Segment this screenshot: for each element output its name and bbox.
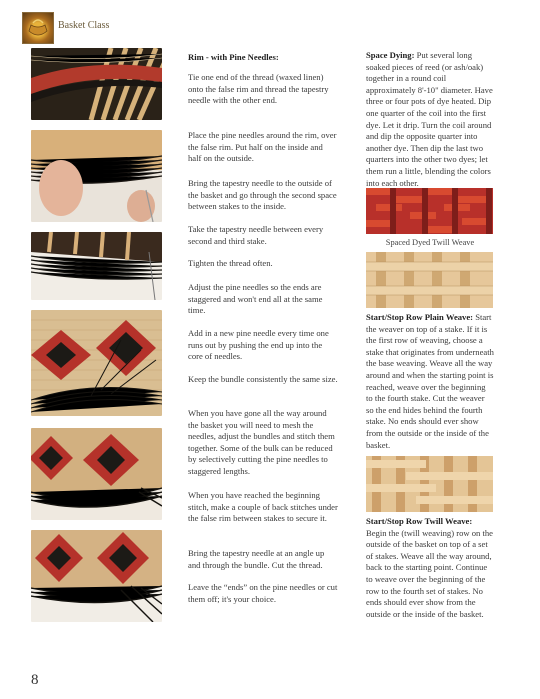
- swatch-caption: Spaced Dyed Twill Weave: [385, 238, 475, 247]
- twill-weave-text: Begin the (twill weaving) row on the outside of the basket on top of a set of stakes. Weave all the way around, back to the starting point. Continue to weave over the beginning of the row to the fourth set of stakes. No ends should ever show from the outside or the inside of the basket.: [366, 527, 493, 619]
- plain-weave-photo: [366, 252, 493, 308]
- step-text: Add in a new pine needle every time one runs out by pushing the end up into the core of needles.: [188, 328, 329, 362]
- page-number: 8: [31, 672, 39, 688]
- step-text: Place the pine needles around the rim, over the false rim. Put half on the inside and half on the outside.: [188, 130, 337, 164]
- space-dying-title: Space Dying:: [366, 50, 415, 60]
- twill-weave-photo: [366, 456, 493, 512]
- header-title: Basket Class: [58, 20, 110, 31]
- step-text: Adjust the pine needles so the ends are staggered and won't end all at the same time.: [188, 282, 323, 316]
- plain-weave-block: [366, 312, 494, 451]
- photo-stitched-rim: [31, 428, 162, 520]
- plain-weave-text: Start the weaver on top of a stake. If it is the first row of weaving, choose a stake that originates from underneath the base weaving. Weave all the way around and when the starting point is reached, weave over the beginning to the fourth stake. Cut the weaver so the end hides behind the fourth stake. No ends should ever show from the outside or the inside of the basket.: [366, 312, 494, 450]
- step-text: Bring the tapestry needle to the outside of the basket and go through the second space between stakes to the inside.: [188, 178, 337, 212]
- photo-needle-through: [31, 232, 162, 300]
- step-text: Bring the tapestry needle at an angle up and through the bundle. Cut the thread.: [188, 548, 325, 570]
- section-heading: Rim - with Pine Needles:: [188, 52, 279, 62]
- spaced-dyed-swatch: [366, 188, 493, 234]
- step-text: When you have gone all the way around the basket you will need to mesh the needles, adjust the bundles and stitch them together. Some of the bulk can be reduced by selectively cutting the pine needles to staggered lengths.: [188, 408, 335, 476]
- step-text: Keep the bundle consistently the same size.: [188, 374, 338, 384]
- step-text: Tighten the thread often.: [188, 258, 273, 268]
- plain-weave-title: Start/Stop Row Plain Weave:: [366, 312, 474, 322]
- space-dying-block: [366, 50, 494, 189]
- basket-logo: [22, 12, 54, 44]
- photo-basket-pattern: [31, 310, 162, 416]
- space-dying-text: Put several long soaked pieces of reed (or ash/oak) together in a round coil approximately 8'-10" diameter. Have three or four pots of dye heated. Dip one quarter of the coil into the first dye. Let it drip. Turn the coil around and dip the opposite quarter into another dye. Then dip the last two quarters into the other two dyes; let them run a little, blending the colors into each other.: [366, 50, 493, 188]
- photo-needles-placed: [31, 130, 162, 222]
- twill-weave-block: [366, 516, 494, 620]
- step-text: Take the tapestry needle between every second and third stake.: [188, 224, 324, 246]
- twill-weave-title: Start/Stop Row Twill Weave:: [366, 516, 473, 526]
- basket-logo-icon: [23, 13, 53, 43]
- step-text: Leave the “ends” on the pine needles or cut them off; it's your choice.: [188, 582, 338, 604]
- step-text: When you have reached the beginning stitch, make a couple of back stitches under the false rim between stakes to secure it.: [188, 490, 338, 524]
- step-text: Tie one end of the thread (waxed linen) onto the false rim and thread the tapestry needle with the other end.: [188, 72, 329, 106]
- photo-rim-start: [31, 48, 162, 120]
- photo-finished-rim: [31, 530, 162, 622]
